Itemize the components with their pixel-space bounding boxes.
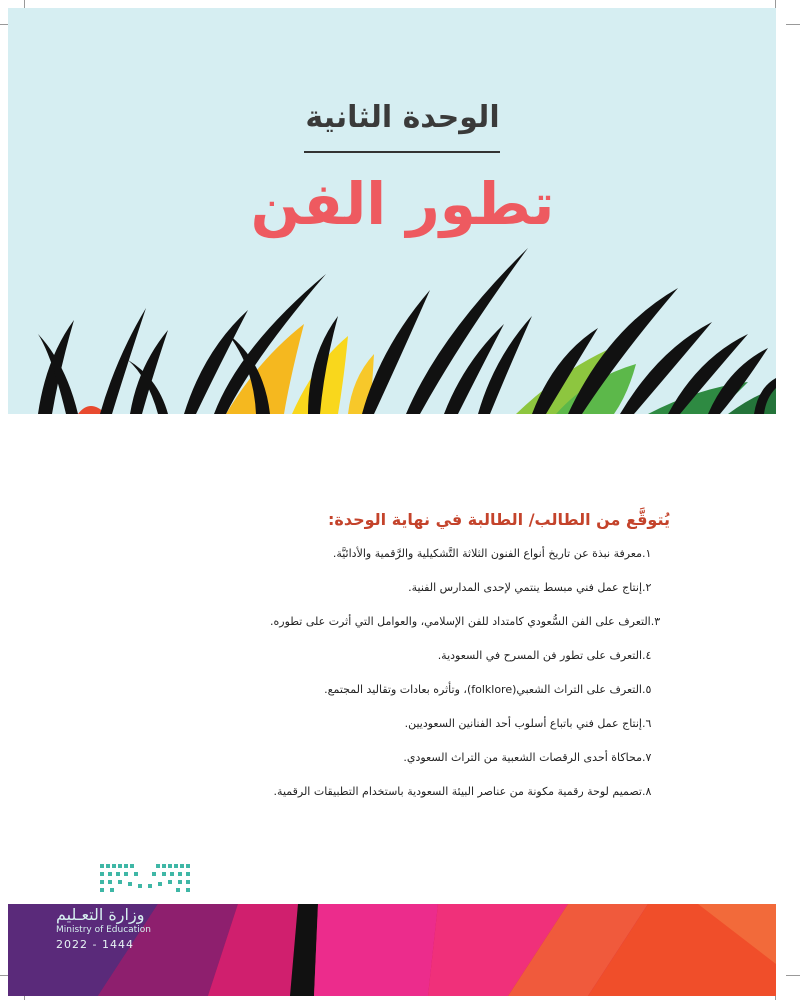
list-item <box>270 717 670 751</box>
edition-years: 2022 - 1444 <box>56 938 134 951</box>
item-number: ٥. <box>642 683 652 696</box>
list-item <box>270 581 670 615</box>
ministry-logo-icon <box>100 862 192 896</box>
unit-title: تطور الفن <box>250 170 555 238</box>
list-item <box>270 751 670 785</box>
item-text: التعرف على تطور فن المسرح في السعودية. <box>437 649 642 662</box>
list-item <box>270 683 670 717</box>
item-number: ٦. <box>642 717 652 730</box>
list-item <box>270 547 670 581</box>
item-text: إنتاج عمل فني مبسط ينتمي لإحدى المدارس الفنية. <box>408 581 642 594</box>
crop-mark <box>786 975 800 976</box>
item-text: التعرف على التراث الشعبي(folklore)، وتأثره بعادات وتقاليد المجتمع. <box>324 683 642 696</box>
item-number: ١. <box>642 547 652 560</box>
item-text: التعرف على الفن السُّعودي كامتداد للفن الإسلامي، والعوامل التي أثرت على تطوره. <box>270 615 651 628</box>
item-text: محاكاة أحدى الرقصات الشعبية من التراث السعودي. <box>403 751 642 764</box>
grass-illustration <box>8 238 776 414</box>
list-item <box>270 785 670 819</box>
list-item <box>270 615 670 649</box>
learning-objectives <box>270 510 670 819</box>
objectives-heading: يُتوقَّع من الطالب/ الطالبة في نهاية الوحدة: <box>328 510 670 529</box>
ministry-name-en: Ministry of Education <box>56 925 151 935</box>
item-text: تصميم لوحة رقمية مكونة من عناصر البيئة السعودية باستخدام التطبيقات الرقمية. <box>273 785 642 798</box>
crop-mark <box>786 24 800 25</box>
ministry-name-ar: وزارة التعـليم <box>56 905 145 924</box>
item-number: ٣. <box>650 615 661 628</box>
item-number: ٨. <box>642 785 652 798</box>
item-number: ٤. <box>642 649 652 662</box>
item-number: ٢. <box>642 581 652 594</box>
unit-label: الوحدة الثانية <box>305 100 500 135</box>
title-divider <box>304 151 500 153</box>
item-text: إنتاج عمل فني باتباع أسلوب أحد الفنانين السعوديين. <box>404 717 642 730</box>
item-number: ٧. <box>642 751 652 764</box>
item-text: معرفة نبذة عن تاريخ أنواع الفنون الثلاثة التَّشكيلية والرَّقمية والأدائيَّة. <box>332 547 642 560</box>
list-item <box>270 649 670 683</box>
